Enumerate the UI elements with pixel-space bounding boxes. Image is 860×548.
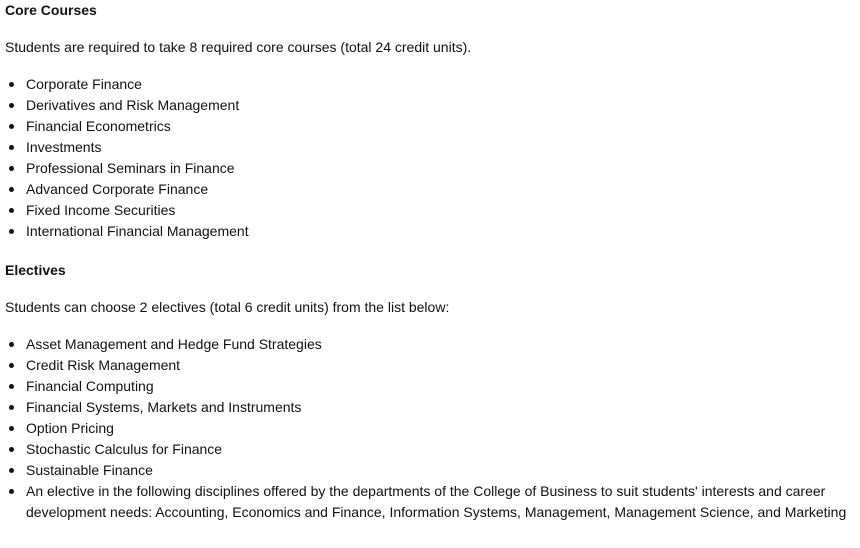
list-item: Financial Systems, Markets and Instruments (5, 397, 860, 418)
core-courses-intro: Students are required to take 8 required core courses (total 24 credit units). (5, 39, 472, 55)
core-courses-heading: Core Courses (5, 2, 97, 18)
list-item: Fixed Income Securities (5, 200, 860, 221)
list-item: Sustainable Finance (5, 460, 860, 481)
list-item: Stochastic Calculus for Finance (5, 439, 860, 460)
list-item: Corporate Finance (5, 74, 860, 95)
list-item: Investments (5, 137, 860, 158)
electives-intro: Students can choose 2 electives (total 6 credit units) from the list below: (5, 299, 450, 315)
list-item: Derivatives and Risk Management (5, 95, 860, 116)
list-item: Financial Computing (5, 376, 860, 397)
list-item: International Financial Management (5, 221, 860, 242)
list-item: Professional Seminars in Finance (5, 158, 860, 179)
list-item: An elective in the following disciplines offered by the departments of the College of Business to suit students' interests and career development needs: Accounting, Economics and Finance, Information Systems, Management, Management Science, and Marketing (5, 481, 860, 523)
core-course-list (5, 74, 860, 242)
list-item: Option Pricing (5, 418, 860, 439)
list-item: Financial Econometrics (5, 116, 860, 137)
list-item: Advanced Corporate Finance (5, 179, 860, 200)
list-item: Asset Management and Hedge Fund Strategies (5, 334, 860, 355)
electives-heading: Electives (5, 262, 66, 278)
list-item: Credit Risk Management (5, 355, 860, 376)
elective-course-list (5, 334, 860, 523)
